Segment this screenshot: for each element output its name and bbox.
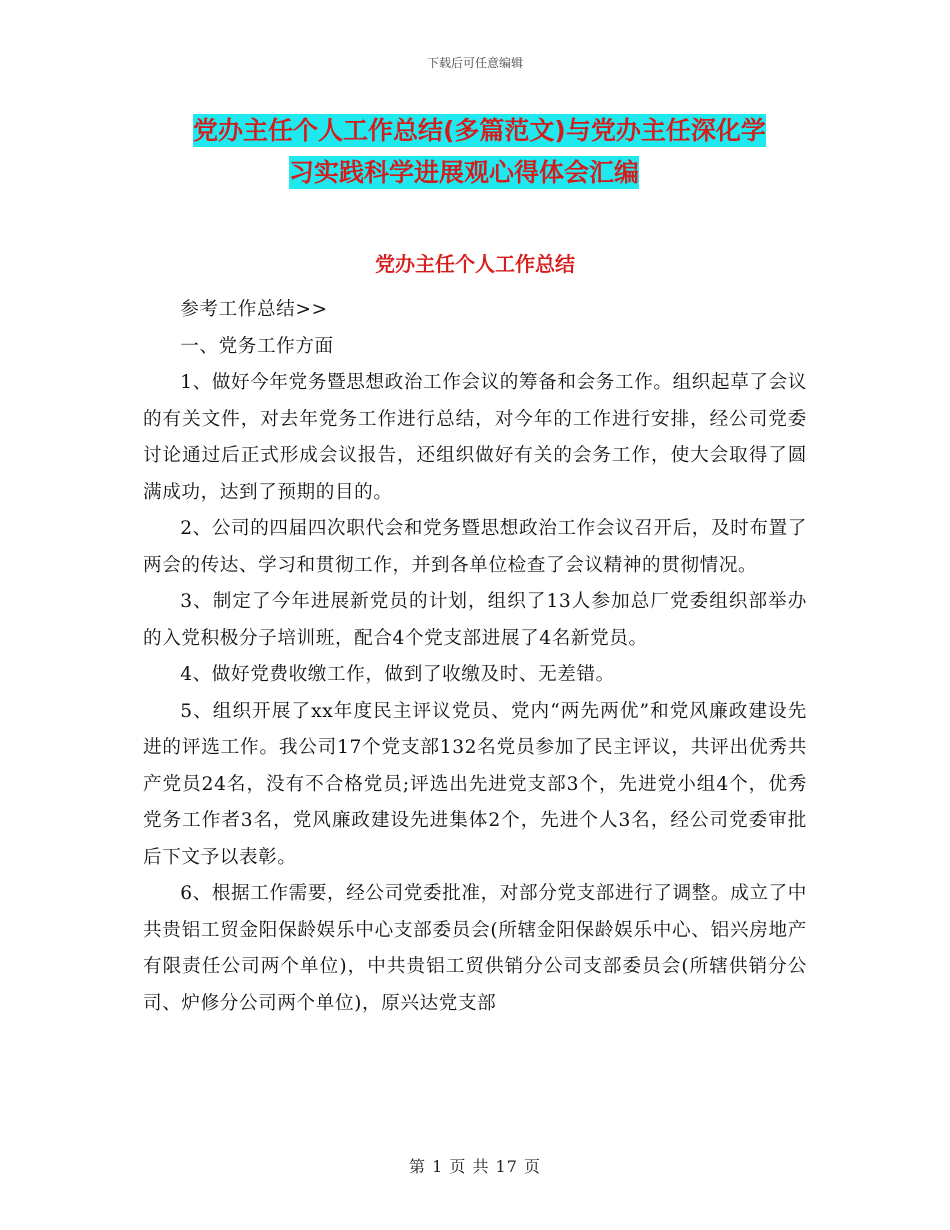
section-title: 党办主任个人工作总结 — [375, 252, 575, 276]
paragraph-reference: 参考工作总结>> — [180, 299, 328, 320]
paragraph: 3、制定了今年进展新党员的计划，组织了13人参加总厂党委组织部举办的入党积极分子培训班，配合4个党支部进展了4名新党员。 — [143, 591, 807, 649]
page-footer: 第 1 页 共 17 页 — [409, 1157, 541, 1176]
paragraph: 2、公司的四届四次职代会和党务暨思想政治工作会议召开后，及时布置了两会的传达、学习和贯彻工作，并到各单位检查了会议精神的贯彻情况。 — [143, 518, 807, 576]
page-header-note: 下载后可任意编辑 — [426, 56, 523, 70]
document-title — [140, 110, 810, 194]
title-line-2: 习实践科学进展观心得体会汇编 — [289, 158, 640, 187]
document-body — [143, 292, 807, 1022]
title-line-1: 党办主任个人工作总结(多篇范文)与党办主任深化学 — [193, 116, 766, 145]
paragraph: 6、根据工作需要，经公司党委批准，对部分党支部进行了调整。成立了中共贵铝工贸金阳保龄娱乐中心支部委员会(所辖金阳保龄娱乐中心、铝兴房地产有限责任公司两个单位)，中共贵铝工贸供销分公司支部委员会(所辖供销分公司、炉修分公司两个单位)，原兴达党支部 — [143, 883, 807, 1014]
paragraph-heading: 一、党务工作方面 — [180, 335, 334, 357]
paragraph: 4、做好党费收缴工作，做到了收缴及时、无差错。 — [180, 664, 615, 685]
paragraph: 1、做好今年党务暨思想政治工作会议的筹备和会务工作。组织起草了会议的有关文件，对去年党务工作进行总结，对今年的工作进行安排，经公司党委讨论通过后正式形成会议报告，还组织做好有关的会务工作，使大会取得了圆满成功，达到了预期的目的。 — [143, 372, 807, 503]
paragraph: 5、组织开展了xx年度民主评议党员、党内“两先两优”和党风廉政建设先进的评选工作。我公司17个党支部132名党员参加了民主评议，共评出优秀共产党员24名，没有不合格党员;评选出先进党支部3个，先进党小组4个，优秀党务工作者3名，党风廉政建设先进集体2个，先进个人3名，经公司党委审批后下文予以表彰。 — [143, 700, 807, 868]
